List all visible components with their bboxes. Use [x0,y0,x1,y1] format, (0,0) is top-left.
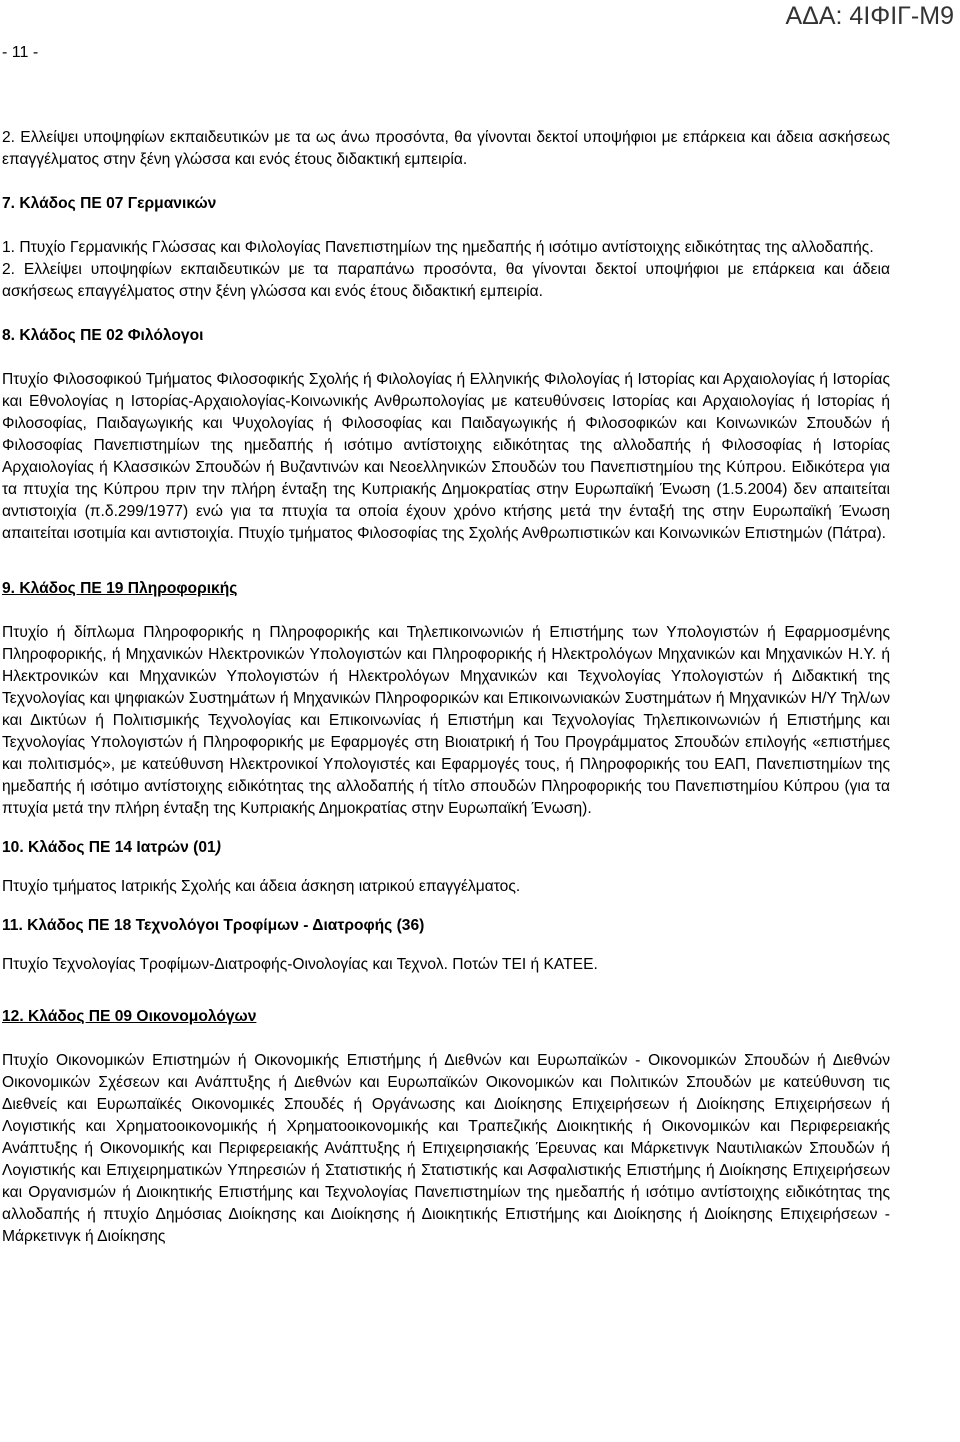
heading-closing-paren: ) [215,839,221,856]
document-body [2,127,890,1248]
section-heading-pe18-food-technologists: 11. Κλάδος ΠΕ 18 Τεχνολόγοι Τροφίμων - Διατροφής (36) [2,917,425,934]
section-heading-pe19-informatics: 9. Κλάδος ΠΕ 19 Πληροφορικής [2,580,238,597]
section-heading-pe07-german: 7. Κλάδος ΠΕ 07 Γερμανικών [2,195,217,212]
paragraph-german-shortage: 2. Ελλείψει υποψηφίων εκπαιδευτικών με τα παραπάνω προσόντα, θα γίνονται δεκτοί υποψήφιοι με επάρκεια και άδεια ασκήσεως επαγγέλματος στην ξένη γλώσσα και ενός έτους διδακτική εμπειρία. [2,261,890,300]
paragraph-german-degree: 1. Πτυχίο Γερμανικής Γλώσσας και Φιλολογίας Πανεπιστημίων της ημεδαπής ή ισότιμο αντίστοιχης ειδικότητας της αλλοδαπής. [2,239,874,256]
paragraph-foreign-language-shortage: 2. Ελλείψει υποψηφίων εκπαιδευτικών με τα ως άνω προσόντα, θα γίνονται δεκτοί υποψήφιοι με επάρκεια και άδεια ασκήσεως επαγγέλματος στην ξένη γλώσσα και ενός έτους διδακτική εμπειρία. [2,129,890,168]
section-heading-pe14-doctors [2,837,890,859]
paragraph-economics-degrees: Πτυχίο Οικονομικών Επιστημών ή Οικονομικής Επιστήμης ή Διεθνών και Ευρωπαϊκών - Οικονομικών Σπουδών ή Διεθνών Οικονομικών Σχέσεων και Ανάπτυξης ή Διεθνών και Ευρωπαϊκών Οικονομικών και Πολιτικών Σπουδών με κατεύθυνση τις Διεθνείς και Ευρωπαϊκές Οικονομικές Σπουδές ή Οργάνωσης και Διοίκησης Επιχειρήσεων ή Διοίκησης Επιχειρήσεων ή Λογιστικής και Χρηματοοικονομικής ή Χρηματοοικονομικής και Τραπεζικής Διοικητικής ή Οικονομικών και Περιφερειακής Ανάπτυξης ή Οικονομικής και Περιφερειακής Ανάπτυξης ή Επιχειρησιακής Έρευνας και Μάρκετινγκ Ναυτιλιακών Σπουδών ή Λογιστικής και Επιχειρηματικών Υπηρεσιών ή Στατιστικής ή Στατιστικής και Ασφαλιστικής Επιστήμης ή Διοίκησης Επιχειρήσεων και Οργανισμών ή Διοικητικής Επιστήμης και Τεχνολογίας Πανεπιστημίων της ημεδαπής ή ισότιμο αντίστοιχης ειδικότητας της αλλοδαπής ή πτυχίο Δημόσιας Διοίκησης και Διοίκησης ή Διοικητικής Επιστήμης και Διοίκησης ή Διοίκησης Επιχειρήσεων - Μάρκετινγκ ή Διοίκησης [2,1052,890,1245]
section-heading-pe09-economists: 12. Κλάδος ΠΕ 09 Οικονομολόγων [2,1008,257,1025]
paragraph-philology-degrees: Πτυχίο Φιλοσοφικού Τμήματος Φιλοσοφικής Σχολής ή Φιλολογίας ή Ελληνικής Φιλολογίας ή Ιστορίας και Αρχαιολογίας ή Ιστορίας και Εθνολογίας η Ιστορίας-Αρχαιολογίας-Κοινωνικής Ανθρωπολογίας με κατευθύνσεις Ιστορίας και Αρχαιολογίας ή Ιστορίας ή Φιλοσοφίας, Παιδαγωγικής και Ψυχολογίας ή Φιλοσοφίας και Παιδαγωγικής ή Φιλοσοφικών και Κοινωνικών Σπουδών ή Φιλοσοφίας Πανεπιστημίων της ημεδαπής ή ισότιμο αντίστοιχης ειδικότητας της αλλοδαπής ή Φιλοσοφίας ή Ιστορίας Αρχαιολογίας ή Κλασσικών Σπουδών ή Βυζαντινών και Νεοελληνικών Σπουδών του Πανεπιστημίου της Κύπρου. Ειδικότερα για τα πτυχία της Κύπρου πριν την πλήρη ένταξη της Κυπριακής Δημοκρατίας στην Ευρωπαϊκή Ένωση (1.5.2004) δεν απαιτείται αντιστοιχία (π.δ.299/1977) ενώ για τα πτυχία τα οποία έχουν χρόνο κτήσης μετά την ένταξή της στην Ευρωπαϊκή Ένωση απαιτείται ισοτιμία και αντιστοιχία. Πτυχίο τμήματος Φιλοσοφίας της Σχολής Ανθρωπιστικών και Κοινωνικών Επιστημών (Πάτρα). [2,371,890,542]
heading-text: 10. Κλάδος ΠΕ 14 Ιατρών (01 [2,839,216,856]
paragraph-informatics-degrees: Πτυχίο ή δίπλωμα Πληροφορικής η Πληροφορικής και Τηλεπικοινωνιών ή Επιστήμης των Υπολογιστών ή Εφαρμοσμένης Πληροφορικής, ή Μηχανικών Ηλεκτρονικών Υπολογιστών και Πληροφορικής ή Ηλεκτρολόγων Μηχανικών και Μηχανικών Η.Υ. ή Ηλεκτρονικών και Μηχανικών Υπολογιστών ή Ηλεκτρολόγων Μηχανικών και Τεχνολογίας Υπολογιστών ή Διδακτική της Τεχνολογίας και ψηφιακών Συστημάτων ή Μηχανικών Πληροφορικών και Επικοινωνιακών Συστημάτων ή Μηχανικών Η/Υ Τηλ/ων και Δικτύων ή Πολιτισμικής Τεχνολογίας και Επικοινωνίας ή Επιστήμη και Τεχνολογίας Τηλεπικοινωνιών ή Επιστήμης και Τεχνολογίας Υπολογιστών ή Πληροφορικής με Εφαρμογές στη Βιοιατρική ή Του Προγράμματος Σπουδών επιλογής «επιστήμες και πολιτισμός», με κατεύθυνση Ηλεκτρονικοί Υπολογιστές και Εφαρμογές τους, ή Πληροφορικής του ΕΑΠ, Πανεπιστημίων της ημεδαπής ή ισότιμο αντίστοιχης ειδικότητας της αλλοδαπής ή τίτλο σπουδών Πληροφορικής του Πανεπιστημίου Κύπρου (για τα πτυχία μετά την πλήρη ένταξη της Κυπριακής Δημοκρατίας στην Ευρωπαϊκή Ένωση). [2,624,890,817]
page-number: - 11 - [2,44,39,61]
section-heading-pe02-philologists: 8. Κλάδος ΠΕ 02 Φιλόλογοι [2,327,204,344]
paragraph-food-technology-degree: Πτυχίο Τεχνολογίας Τροφίμων-Διατροφής-Οινολογίας και Τεχνολ. Ποτών ΤΕΙ ή ΚΑΤΕΕ. [2,956,598,973]
paragraph-medical-degree: Πτυχίο τμήματος Ιατρικής Σχολής και άδεια άσκηση ιατρικού επαγγέλματος. [2,878,521,895]
document-ada-code: ΑΔΑ: 4ΙΦΙΓ-Μ9 [785,2,954,30]
